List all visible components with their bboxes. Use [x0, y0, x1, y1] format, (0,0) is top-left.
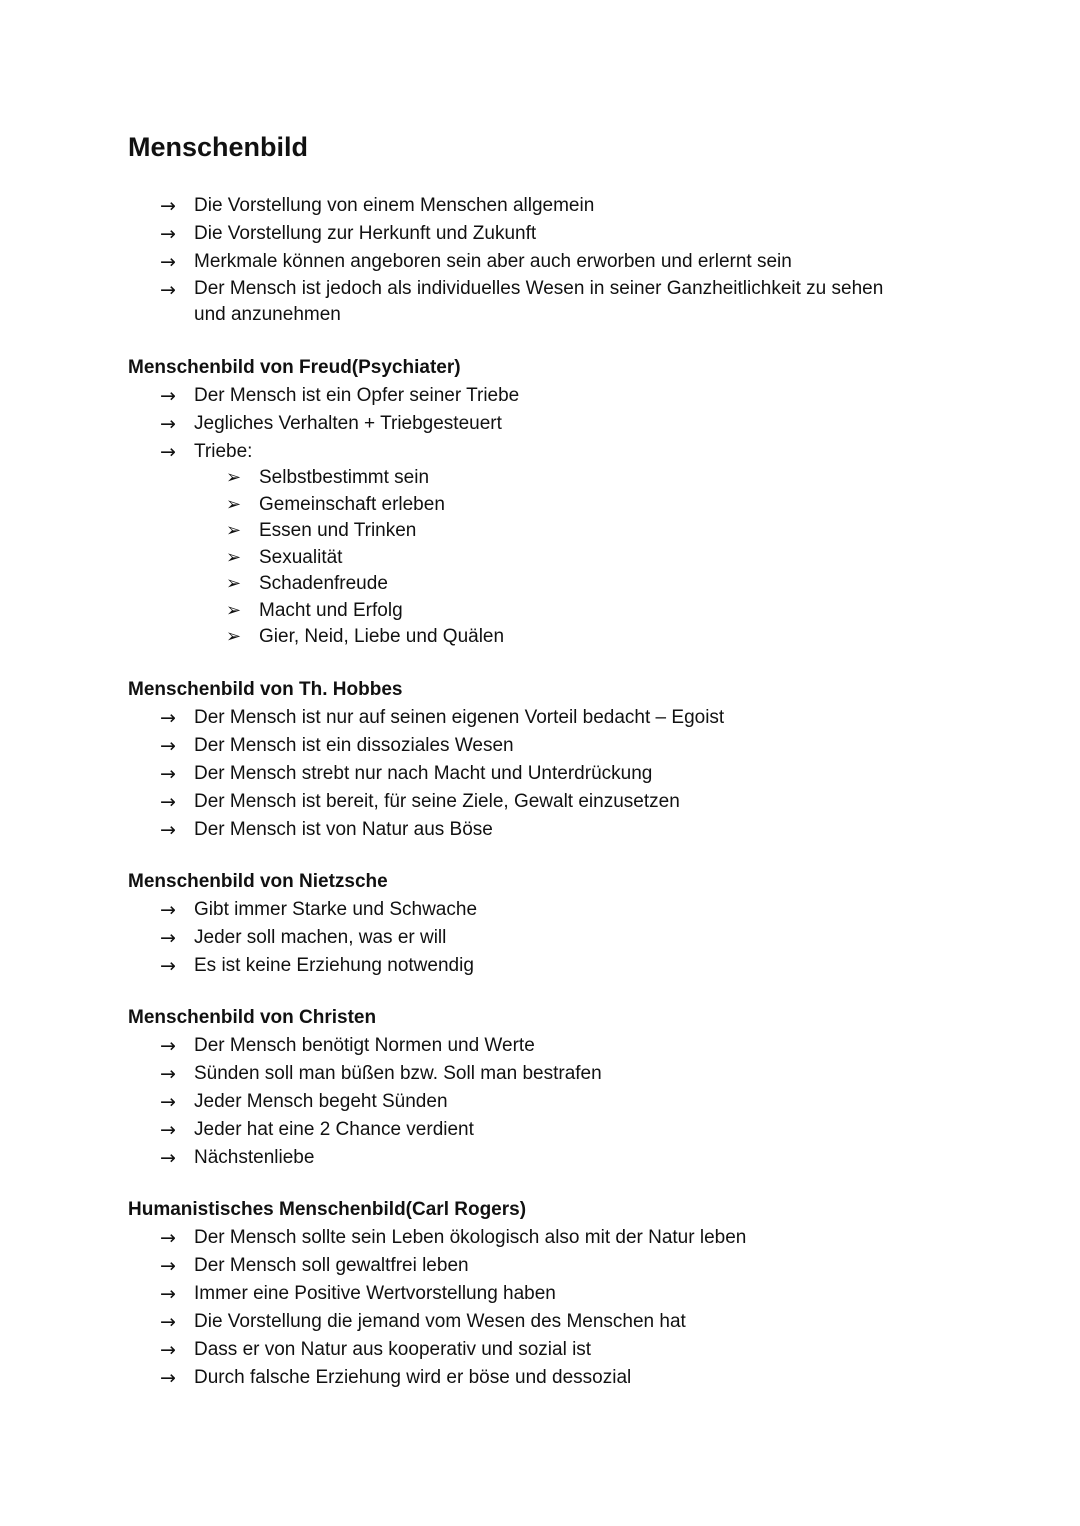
list-item: → Merkmale können angeboren sein aber auch erworben und erlernt sein: [160, 248, 920, 276]
intro-list: [160, 192, 920, 328]
arrow-icon: →: [160, 1339, 176, 1361]
freud-list: [160, 382, 920, 466]
sub-list-item: ➢ Gemeinschaft erleben: [226, 492, 726, 519]
list-item: → Triebe:: [160, 438, 920, 466]
rogers-list: [160, 1224, 920, 1392]
arrow-icon: →: [160, 791, 176, 813]
list-item: → Der Mensch ist ein dissoziales Wesen: [160, 732, 920, 760]
list-item: → Es ist keine Erziehung notwendig: [160, 952, 920, 980]
hobbes-list: [160, 704, 920, 844]
list-item: → Der Mensch ist jedoch als individuelles Wesen in seiner Ganzheitlichkeit zu sehen und anzunehmen: [160, 278, 884, 325]
list-item: → Durch falsche Erziehung wird er böse und dessozial: [160, 1364, 920, 1392]
arrowhead-bullet-icon: ➢: [226, 467, 242, 488]
arrow-icon: →: [160, 441, 176, 463]
nietzsche-list: [160, 896, 920, 980]
sub-list-item: ➢ Gier, Neid, Liebe und Quälen: [226, 624, 726, 651]
list-item: → Der Mensch ist nur auf seinen eigenen Vorteil bedacht – Egoist: [160, 704, 920, 732]
arrowhead-bullet-icon: ➢: [226, 573, 242, 594]
sub-list-item: ➢ Schadenfreude: [226, 571, 726, 598]
page-title: Menschenbild: [128, 132, 309, 162]
list-item: → Der Mensch benötigt Normen und Werte: [160, 1032, 920, 1060]
arrow-icon: →: [160, 899, 176, 921]
arrow-icon: →: [160, 819, 176, 841]
arrow-icon: →: [160, 251, 176, 273]
list-item: → Sünden soll man büßen bzw. Soll man bestrafen: [160, 1060, 920, 1088]
section-heading-freud: Menschenbild von Freud(Psychiater): [128, 357, 461, 378]
arrow-icon: →: [160, 1227, 176, 1249]
list-item: → Jeder hat eine 2 Chance verdient: [160, 1116, 920, 1144]
arrow-icon: →: [160, 195, 176, 217]
sub-list-item: ➢ Essen und Trinken: [226, 518, 726, 545]
triebe-list: [226, 465, 726, 651]
christen-list: [160, 1032, 920, 1172]
list-item: → Die Vorstellung von einem Menschen allgemein: [160, 192, 920, 220]
arrowhead-bullet-icon: ➢: [226, 520, 242, 541]
list-item: → Der Mensch soll gewaltfrei leben: [160, 1252, 920, 1280]
list-item: → Jeder Mensch begeht Sünden: [160, 1088, 920, 1116]
arrow-icon: →: [160, 413, 176, 435]
list-item: → Der Mensch ist ein Opfer seiner Triebe: [160, 382, 920, 410]
arrow-icon: →: [160, 1091, 176, 1113]
sub-list-item: ➢ Macht und Erfolg: [226, 598, 726, 625]
arrow-icon: →: [160, 763, 176, 785]
arrow-icon: →: [160, 1063, 176, 1085]
section-heading-nietzsche: Menschenbild von Nietzsche: [128, 871, 388, 892]
arrow-icon: →: [160, 1311, 176, 1333]
arrowhead-bullet-icon: ➢: [226, 599, 242, 621]
arrow-icon: →: [160, 1367, 176, 1389]
arrow-icon: →: [160, 707, 176, 729]
arrow-icon: →: [160, 927, 176, 949]
list-item: → Gibt immer Starke und Schwache: [160, 896, 920, 924]
arrow-icon: →: [160, 279, 176, 301]
arrow-icon: →: [160, 1147, 176, 1169]
arrow-icon: →: [160, 223, 176, 245]
list-item: → Nächstenliebe: [160, 1144, 920, 1172]
arrow-icon: →: [160, 1035, 176, 1057]
section-heading-hobbes: Menschenbild von Th. Hobbes: [128, 679, 403, 700]
arrow-icon: →: [160, 955, 176, 977]
list-item: → Jegliches Verhalten + Triebgesteuert: [160, 410, 920, 438]
list-item: → Immer eine Positive Wertvorstellung haben: [160, 1280, 920, 1308]
sub-list-item: ➢ Selbstbestimmt sein: [226, 465, 726, 492]
arrowhead-bullet-icon: ➢: [226, 626, 242, 647]
section-heading-rogers: Humanistisches Menschenbild(Carl Rogers): [128, 1199, 527, 1220]
arrowhead-bullet-icon: ➢: [226, 493, 242, 515]
arrowhead-bullet-icon: ➢: [226, 546, 242, 568]
arrow-icon: →: [160, 1283, 176, 1305]
sub-list-item: ➢ Sexualität: [226, 545, 726, 572]
arrow-icon: →: [160, 1119, 176, 1141]
list-item: → Jeder soll machen, was er will: [160, 924, 920, 952]
list-item: → Der Mensch ist von Natur aus Böse: [160, 816, 920, 844]
arrow-icon: →: [160, 1255, 176, 1277]
arrow-icon: →: [160, 385, 176, 407]
list-item: → Dass er von Natur aus kooperativ und sozial ist: [160, 1336, 920, 1364]
list-item: → Der Mensch sollte sein Leben ökologisch also mit der Natur leben: [160, 1224, 920, 1252]
section-heading-christen: Menschenbild von Christen: [128, 1007, 377, 1028]
list-item: → Die Vorstellung zur Herkunft und Zukunft: [160, 220, 920, 248]
arrow-icon: →: [160, 735, 176, 757]
list-item: → Die Vorstellung die jemand vom Wesen des Menschen hat: [160, 1308, 920, 1336]
list-item: → Der Mensch ist bereit, für seine Ziele, Gewalt einzusetzen: [160, 788, 920, 816]
list-item: → Der Mensch strebt nur nach Macht und Unterdrückung: [160, 760, 920, 788]
